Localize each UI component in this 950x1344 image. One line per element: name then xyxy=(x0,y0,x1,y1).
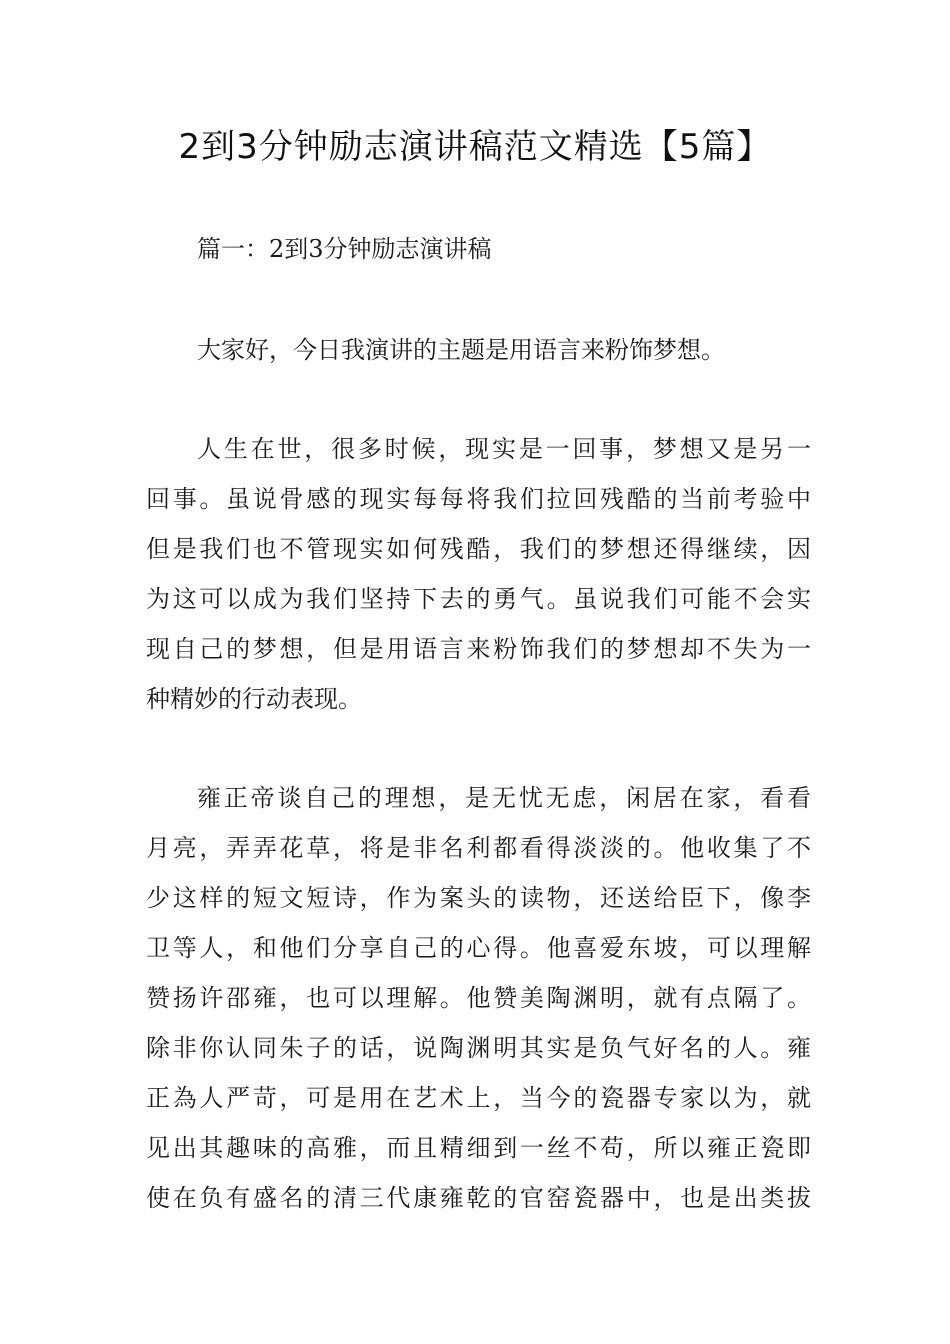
paragraph-line: 卫等人，和他们分享自己的心得。他喜爱东坡，可以理解 xyxy=(146,934,811,962)
paragraph-line: 少这样的短文短诗，作为案头的读物，还送给臣下，像李 xyxy=(146,884,811,912)
paragraph-line: 大家好，今日我演讲的主题是用语言来粉饰梦想。 xyxy=(197,336,725,364)
paragraph-line: 种精妙的行动表现。 xyxy=(146,685,362,713)
paragraph-line: 人生在世，很多时候，现实是一回事，梦想又是另一 xyxy=(197,435,811,463)
paragraph-line: 使在负有盛名的清三代康雍乾的官窑瓷器中，也是出类拔 xyxy=(146,1184,811,1212)
paragraph-line: 见出其趣味的高雅，而且精细到一丝不苟，所以雍正瓷即 xyxy=(146,1134,811,1162)
paragraph-line: 但是我们也不管现实如何残酷，我们的梦想还得继续，因 xyxy=(146,535,811,563)
paragraph-line: 现自己的梦想，但是用语言来粉饰我们的梦想却不失为一 xyxy=(146,635,811,663)
paragraph-line: 雍正帝谈自己的理想，是无忧无虑，闲居在家，看看 xyxy=(197,784,811,812)
paragraph-line: 回事。虽说骨感的现实每每将我们拉回残酷的当前考验中 xyxy=(146,485,811,513)
paragraph-line: 赞扬许邵雍，也可以理解。他赞美陶渊明，就有点隔了。 xyxy=(146,984,811,1012)
paragraph-line: 除非你认同朱子的话，说陶渊明其实是负气好名的人。雍 xyxy=(146,1034,811,1062)
paragraph-line: 月亮，弄弄花草，将是非名利都看得淡淡的。他收集了不 xyxy=(146,834,811,862)
paragraph-line: 为这可以成为我们坚持下去的勇气。虽说我们可能不会实 xyxy=(146,585,811,613)
section-heading: 篇一：2到3分钟励志演讲稿 xyxy=(197,235,492,263)
page-title: 2到3分钟励志演讲稿范文精选【5篇】 xyxy=(178,127,772,167)
paragraph-line: 正為人严苛，可是用在艺术上，当今的瓷器专家以为，就 xyxy=(146,1084,811,1112)
